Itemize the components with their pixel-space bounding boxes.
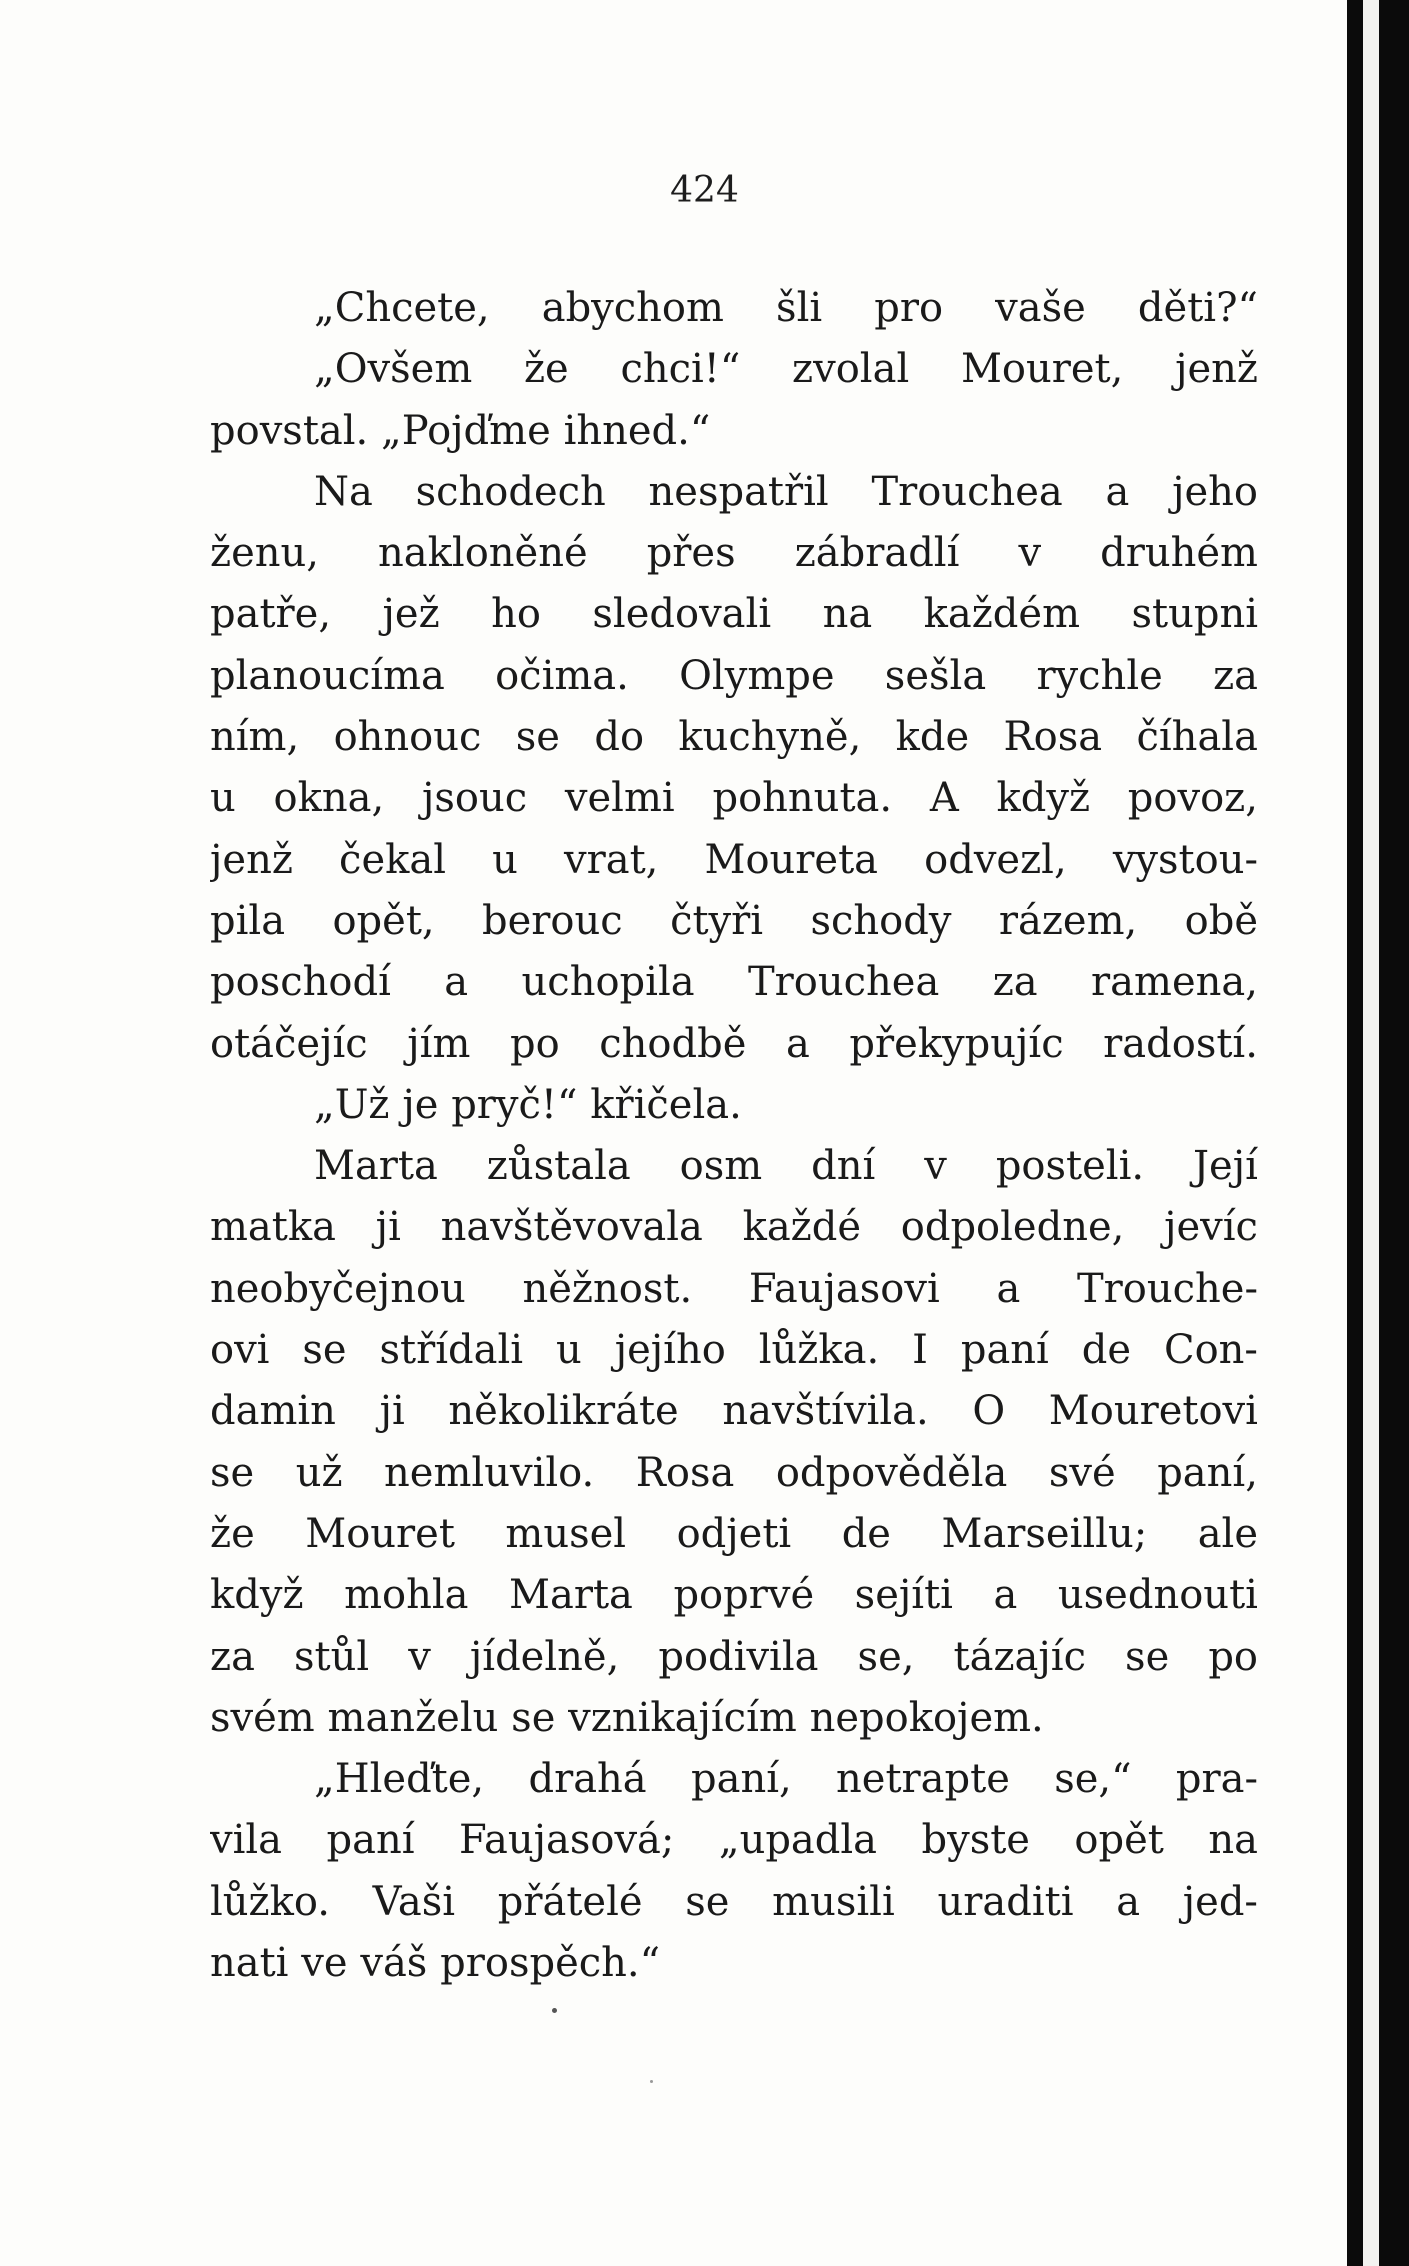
scan-edge-light (1363, 0, 1379, 2266)
scan-speck (552, 2008, 557, 2013)
text-line: Na schodech nespatřil Trouchea a jeho (314, 468, 1258, 515)
text-line: matka ji navštěvovala každé odpoledne, jevíc (210, 1204, 1258, 1251)
text-line: za stůl v jídelně, podivila se, tázajíc se po (210, 1633, 1258, 1680)
text-line: otáčejíc jím po chodbě a překypujíc radostí. (210, 1020, 1258, 1067)
body-text (210, 278, 1258, 1994)
text-line: „Hleďte, drahá paní, netrapte se,“ pra- (314, 1756, 1258, 1803)
text-line: že Mouret musel odjeti de Marseillu; ale (210, 1510, 1258, 1557)
text-line: ním, ohnouc se do kuchyně, kde Rosa číhala (210, 714, 1258, 761)
text-line: lůžko. Vaši přátelé se musili uraditi a jed- (210, 1878, 1258, 1925)
text-line: „Už je pryč!“ křičela. (314, 1081, 742, 1128)
text-line: nati ve váš prospěch.“ (210, 1940, 661, 1987)
text-line: Marta zůstala osm dní v posteli. Její (314, 1143, 1258, 1190)
text-line: povstal. „Pojďme ihned.“ (210, 407, 711, 454)
text-line: ovi se střídali u jejího lůžka. I paní de Con- (210, 1327, 1258, 1374)
text-line: svém manželu se vznikajícím nepokojem. (210, 1694, 1044, 1741)
text-line: se už nemluvilo. Rosa odpověděla své paní, (210, 1449, 1258, 1496)
text-line: damin ji několikráte navštívila. O Mouretovi (210, 1388, 1258, 1435)
text-line: poschodí a uchopila Trouchea za ramena, (210, 959, 1258, 1006)
text-line: když mohla Marta poprvé sejíti a usednouti (210, 1572, 1258, 1619)
text-line: jenž čekal u vrat, Moureta odvezl, vystou- (210, 836, 1258, 883)
text-line: „Chcete, abychom šli pro vaše děti?“ (314, 285, 1258, 331)
text-line: planoucíma očima. Olympe sešla rychle za (210, 652, 1258, 699)
scan-speck (650, 2080, 653, 2083)
text-line: u okna, jsouc velmi pohnuta. A když povoz, (210, 775, 1258, 822)
text-line: vila paní Faujasová; „upadla byste opět na (210, 1817, 1258, 1864)
text-line: patře, jež ho sledovali na každém stupni (210, 591, 1258, 638)
text-line: pila opět, berouc čtyři schody rázem, obě (210, 897, 1258, 944)
text-line: „Ovšem že chci!“ zvolal Mouret, jenž (314, 346, 1258, 393)
page-number: 424 (670, 170, 739, 211)
text-line: ženu, nakloněné přes zábradlí v druhém (210, 530, 1258, 577)
text-line: neobyčejnou něžnost. Faujasovi a Trouche- (210, 1265, 1258, 1312)
